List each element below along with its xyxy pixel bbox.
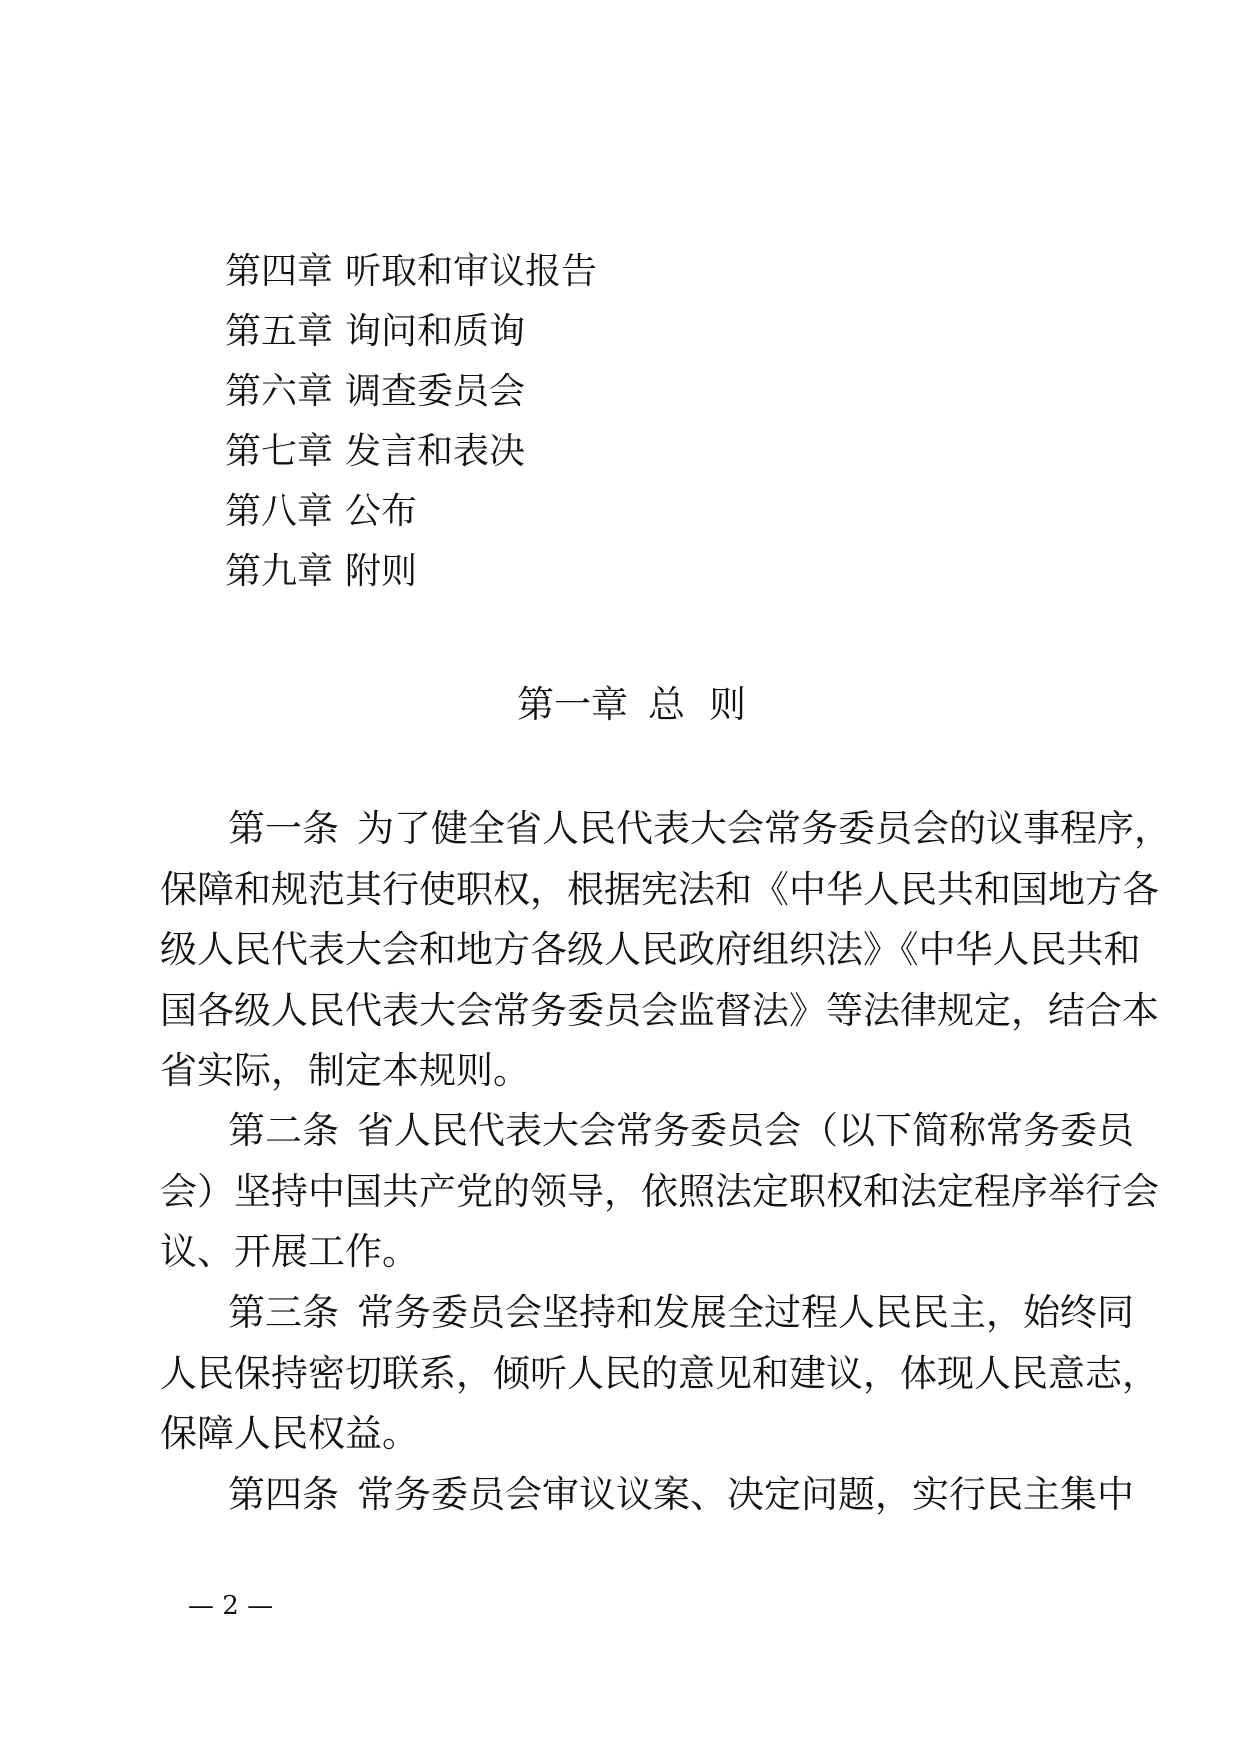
article-text: 保障人民权益。 — [160, 1412, 419, 1455]
article-text: 常务委员会审议议案、决定问题，实行民主集中 — [357, 1473, 1134, 1516]
article-number: 第四条 — [228, 1473, 339, 1516]
article-text: 议、开展工作。 — [160, 1230, 419, 1273]
toc-chapter-number: 第七章 — [225, 431, 334, 472]
article-text: 为了健全省人民代表大会常务委员会的议事程序， — [357, 807, 1171, 850]
article-number: 第三条 — [228, 1291, 339, 1334]
chapter-title-part: 则 — [709, 683, 746, 726]
toc-chapter-number: 第九章 — [225, 551, 334, 592]
article-text: 国各级人民代表大会常务委员会监督法》等法律规定，结合本 — [160, 988, 1159, 1032]
article-first-line — [160, 1283, 1134, 1344]
article-text: 级人民代表大会和地方各级人民政府组织法》《中华人民共和 — [160, 928, 1141, 971]
article-3 — [160, 1283, 1159, 1465]
toc-chapter-number: 第五章 — [225, 311, 334, 352]
article-2 — [160, 1101, 1159, 1283]
article-first-line — [160, 1101, 1134, 1162]
toc-chapter-title: 附则 — [345, 551, 418, 592]
toc-chapter-number: 第六章 — [225, 371, 334, 412]
toc-chapter-title: 发言和表决 — [345, 431, 526, 472]
article-1 — [160, 799, 1171, 1102]
article-first-line — [160, 1465, 1134, 1526]
toc-chapter-number: 第八章 — [225, 491, 334, 532]
article-number: 第二条 — [228, 1109, 339, 1152]
article-text: 人民保持密切联系，倾听人民的意见和建议，体现人民意志， — [160, 1351, 1159, 1395]
chapter-heading — [517, 681, 746, 729]
toc-chapter-title: 听取和审议报告 — [345, 251, 598, 292]
toc-chapter-number: 第四章 — [225, 251, 334, 292]
toc-chapter-title: 询问和质询 — [345, 311, 526, 352]
article-text: 省人民代表大会常务委员会（以下简称常务委员 — [357, 1109, 1134, 1152]
article-4 — [160, 1465, 1134, 1526]
toc-chapter-title: 公布 — [345, 491, 418, 532]
article-text: 会）坚持中国共产党的领导，依照法定职权和法定程序举行会 — [160, 1169, 1159, 1213]
chapter-title-part: 总 — [648, 683, 685, 726]
article-first-line — [160, 799, 1171, 860]
article-text: 保障和规范其行使职权，根据宪法和《中华人民共和国地方各 — [160, 867, 1159, 911]
article-text: 省实际，制定本规则。 — [160, 1049, 530, 1092]
article-text: 常务委员会坚持和发展全过程人民民主，始终同 — [357, 1291, 1134, 1334]
page-number: — 2 — — [188, 1591, 274, 1621]
toc-chapter-title: 调查委员会 — [345, 371, 526, 412]
chapter-number: 第一章 — [517, 683, 628, 726]
article-number: 第一条 — [228, 807, 339, 850]
